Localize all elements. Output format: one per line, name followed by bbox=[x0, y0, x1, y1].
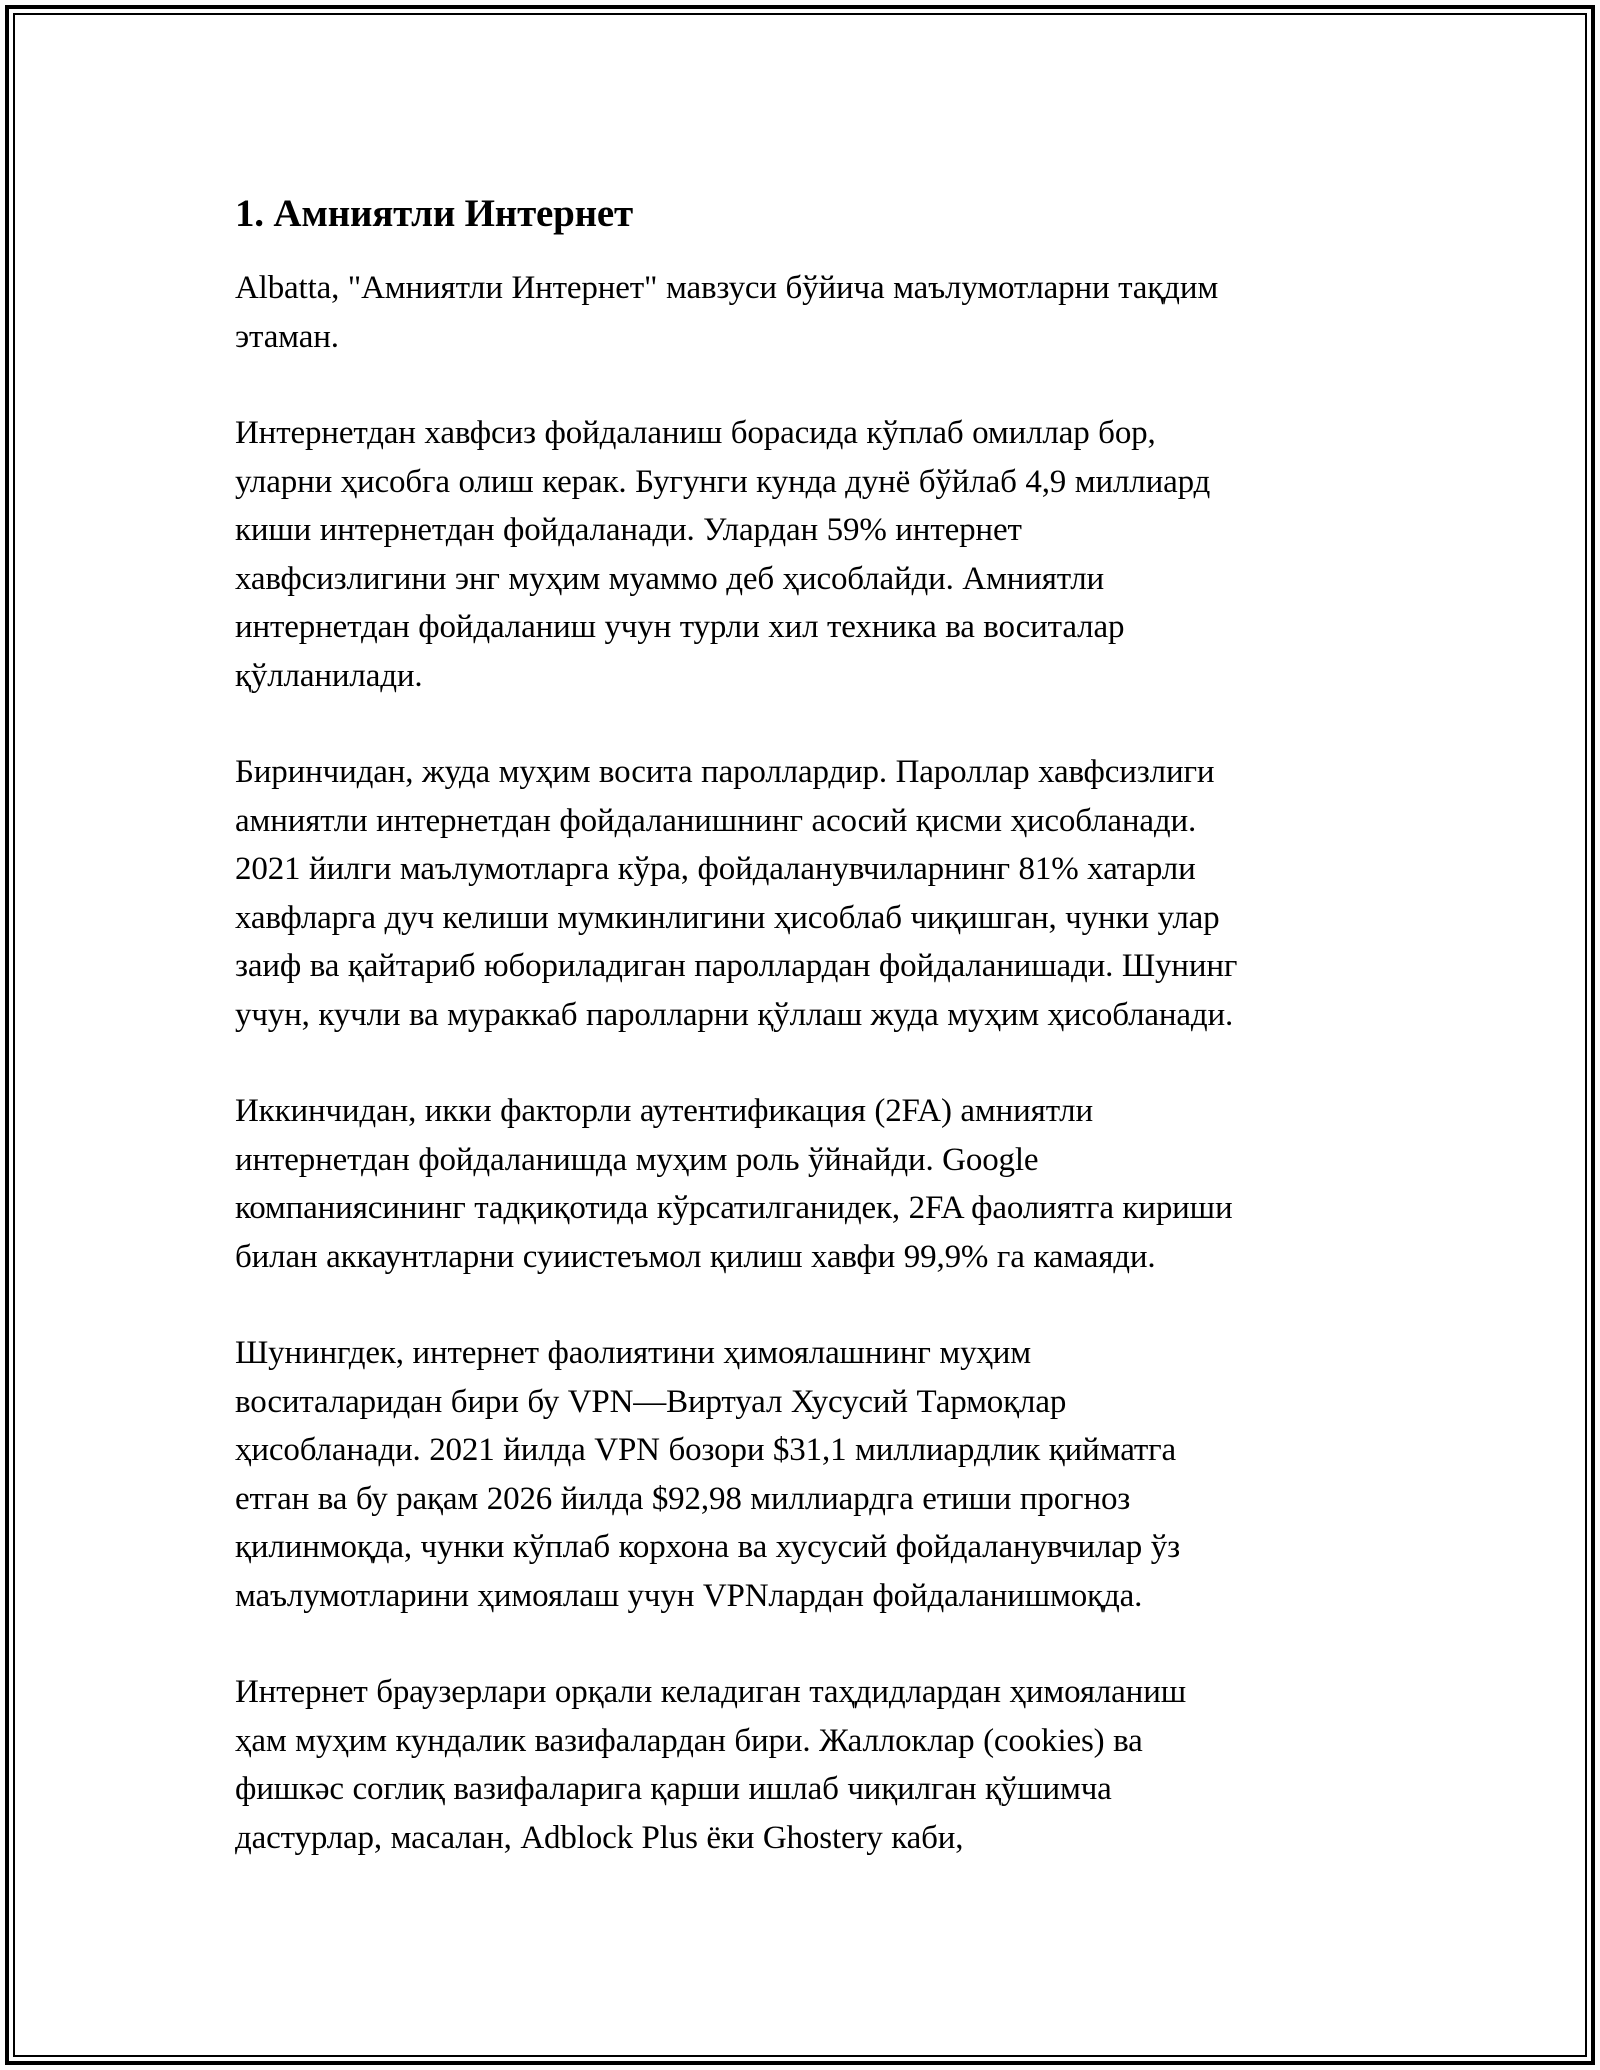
paragraph-internet-safety: Интернетдан хавфсиз фойдаланиш борасида кўплаб омиллар бор, уларни ҳисобга олиш керак. Бугунги кунда дунё бўйлаб 4,9 миллиард киши интернетдан фойдаланади. Улардан 59% интернет хавфсизлигини энг муҳим муаммо деб ҳисоблайди. Амниятли интернетдан фойдаланиш учун турли хил техника ва воситалар қўлланилади. bbox=[235, 415, 1211, 694]
paragraph-passwords: Биринчидан, жуда муҳим восита пароллардир. Пароллар хавфсизлиги амниятли интернетдан фойдаланишнинг асосий қисми ҳисобланади. 2021 йилги маълумотларга кўра, фойдаланувчиларнинг 81% хатарли хавфларга дуч келиши мумкинлигини ҳисоблаб чиқишган, чунки улар заиф ва қайтариб юбориладиган пароллардан фойдаланишади. Шунинг учун, кучли ва мураккаб паролларни қўллаш жуда муҳим ҳисобланади. bbox=[235, 754, 1238, 1033]
paragraph-intro: Albatta, "Амниятли Интернет" мавзуси бўйича маълумотларни тақдим этаман. bbox=[235, 270, 1219, 355]
document-body bbox=[235, 188, 1385, 1910]
paragraph-browser-threats: Интернет браузерлари орқали келадиган таҳдидлардан ҳимояланиш ҳам муҳим кундалик вазифалардан бири. Жаллоклар (cookies) ва фишкәс соглиқ вазифаларига қарши ишлаб чиқилган қўшимча дастурлар, масалан, Adblock Plus ёки Ghostery каби, bbox=[235, 1674, 1186, 1856]
paragraph-vpn: Шунингдек, интернет фаолиятини ҳимоялашнинг муҳим воситаларидан бири бу VPN—Виртуал Хусусий Тармоқлар ҳисобланади. 2021 йилда VPN бозори $31,1 миллиардлик қийматга етган ва бу рақам 2026 йилда $92,98 миллиардга етиши прогноз қилинмоқда, чунки кўплаб корхона ва хусусий фойдаланувчилар ўз маълумотларини ҳимоялаш учун VPNлардан фойдаланишмоқда. bbox=[235, 1335, 1180, 1614]
section-title: 1. Амниятли Интернет bbox=[235, 192, 633, 235]
paragraph-2fa: Иккинчидан, икки факторли аутентификация (2FA) амниятли интернетдан фойдаланишда муҳим роль ўйнайди. Google компаниясининг тадқиқотида кўрсатилганидек, 2FA фаолиятга кириши билан аккаунтларни суиистеъмол қилиш хавфи 99,9% га камаяди. bbox=[235, 1093, 1233, 1275]
